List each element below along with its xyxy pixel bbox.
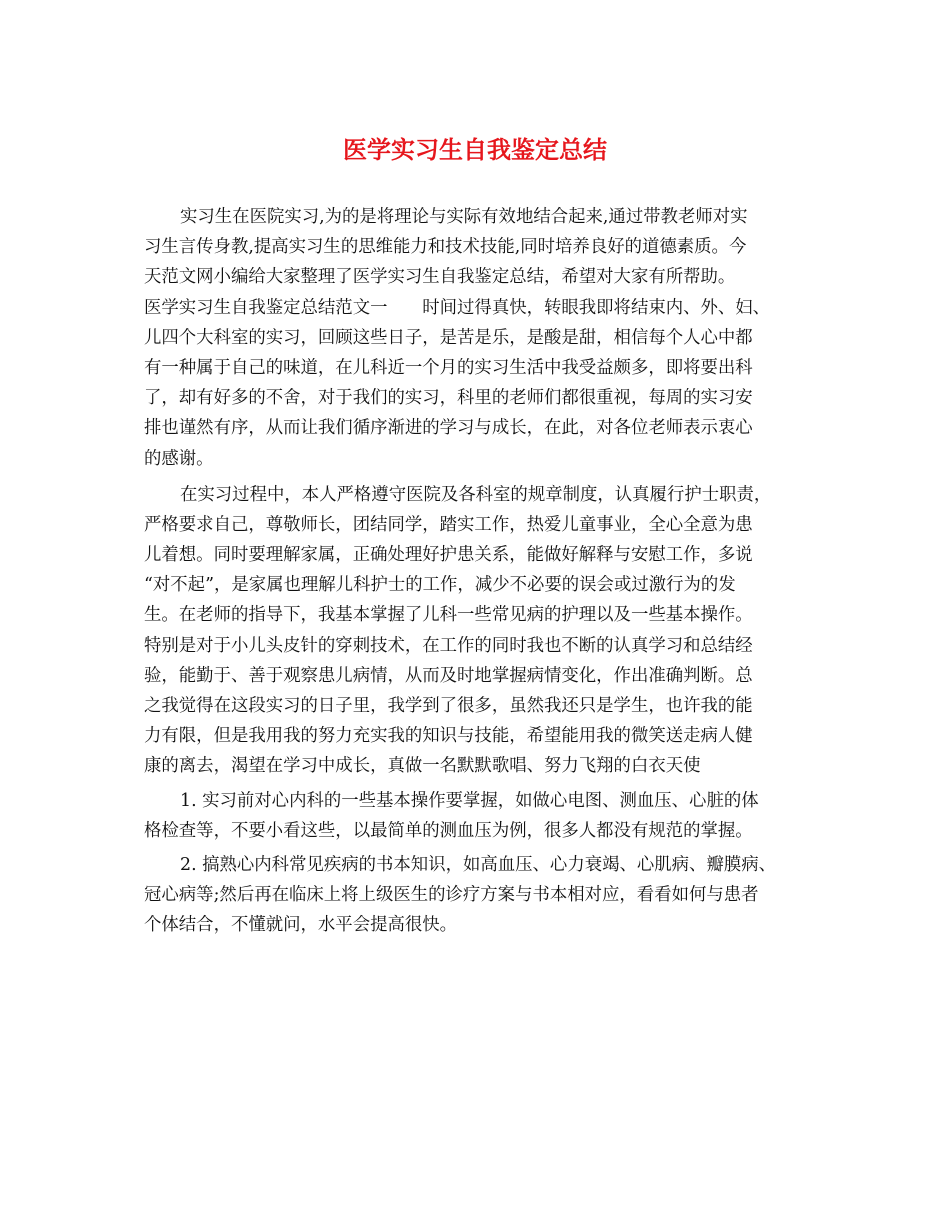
text-line: 儿四个大科室的实习，回顾这些日子，是苦是乐，是酸是甜，相信每个人心中都 bbox=[144, 327, 753, 348]
text-line: 验，能勤于、善于观察患儿病情，从而及时地掌握病情变化，作出准确判断。总 bbox=[144, 665, 753, 686]
list-item: 1. 实习前对心内科的一些基本操作要掌握，如做心电图、测血压、心脏的体 bbox=[180, 790, 759, 811]
text-line: 之我觉得在这段实习的日子里，我学到了很多，虽然我还只是学生，也许我的能 bbox=[144, 696, 753, 716]
text-line: 生。在老师的指导下，我基本掌握了儿科一些常见病的护理以及一些基本操作。 bbox=[144, 605, 753, 626]
text-line: 在实习过程中，本人严格遵守医院及各科室的规章制度，认真履行护士职责， bbox=[180, 484, 772, 505]
text-line: 康的离去，渴望在学习中成长，真做一名默默歌唱、努力飞翔的白衣天使 bbox=[144, 756, 701, 777]
text-line: 实习生在医院实习,为的是将理论与实际有效地结合起来,通过带教老师对实 bbox=[180, 207, 748, 227]
list-item: 2. 搞熟心内科常见疾病的书本知识，如高血压、心力衰竭、心肌病、瓣膜病、 bbox=[180, 854, 777, 875]
text-line: 了，却有好多的不舍，对于我们的实习，科里的老师们都很重视，每周的实习安 bbox=[144, 388, 753, 409]
text-line: 排也谨然有序，从而让我们循序渐进的学习与成长，在此，对各位老师表示衷心 bbox=[144, 418, 753, 439]
text-line: 格检查等，不要小看这些，以最简单的测血压为例，很多人都没有规范的掌握。 bbox=[144, 820, 753, 841]
text-line: 力有限，但是我用我的努力充实我的知识与技能，希望能用我的微笑送走病人健 bbox=[144, 726, 753, 747]
text-line: 个体结合，不懂就问，水平会提高很快。 bbox=[144, 915, 458, 936]
text-line: 冠心病等;然后再在临床上将上级医生的诊疗方案与书本相对应，看看如何与患者 bbox=[144, 885, 759, 906]
text-line: 天范文网小编给大家整理了医学实习生自我鉴定总结，希望对大家有所帮助。 bbox=[144, 267, 736, 288]
text-line: 特别是对于小儿头皮针的穿刺技术，在工作的同时我也不断的认真学习和总结经 bbox=[144, 635, 753, 656]
text-line: 有一种属于自己的味道，在儿科近一个月的实习生活中我受益颇多，即将要出科 bbox=[144, 357, 753, 378]
text-line: 习生言传身教,提高实习生的思维能力和技术技能,同时培养良好的道德素质。今 bbox=[144, 237, 747, 258]
text-line: 医学实习生自我鉴定总结范文一 时间过得真快，转眼我即将结束内、外、妇、 bbox=[144, 297, 771, 318]
document-title: 医学实习生自我鉴定总结 bbox=[343, 135, 607, 164]
text-line: 严格要求自己，尊敬师长，团结同学，踏实工作，热爱儿童事业，全心全意为患 bbox=[144, 514, 753, 535]
text-line: 的感谢。 bbox=[144, 448, 214, 469]
text-line: “对不起”，是家属也理解儿科护士的工作，减少不必要的误会或过激行为的发 bbox=[144, 575, 736, 596]
text-line: 儿着想。同时要理解家属，正确处理好护患关系，能做好解释与安慰工作，多说 bbox=[144, 545, 753, 566]
document-body bbox=[144, 202, 844, 941]
